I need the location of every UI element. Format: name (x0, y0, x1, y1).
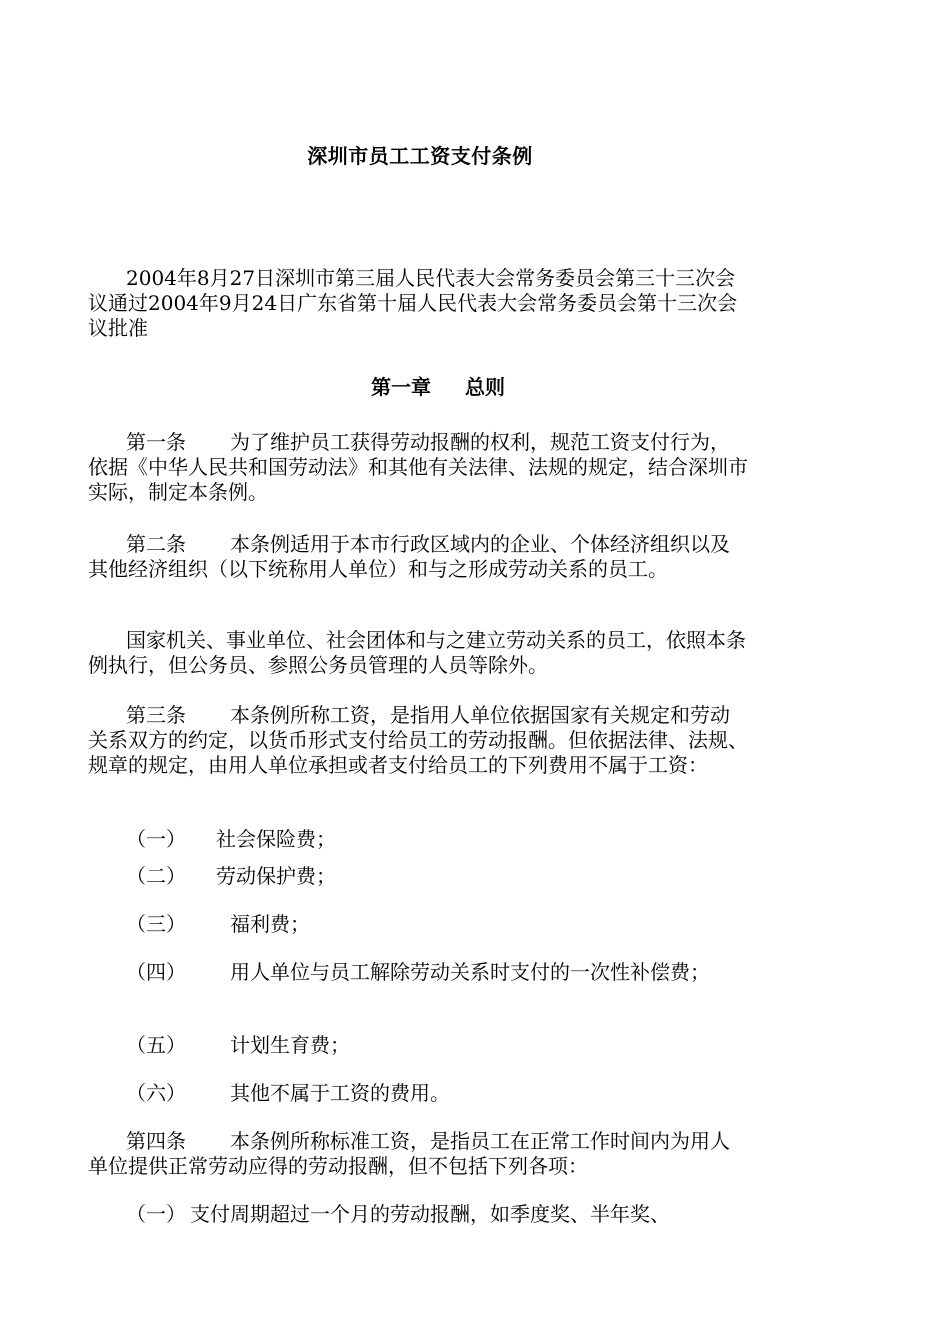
article-2 (88, 532, 748, 582)
item-number: （一） (126, 1202, 186, 1226)
list-item (88, 1081, 748, 1106)
chapter-heading (0, 374, 876, 400)
chapter-label: 第一章 (371, 375, 431, 399)
item-text: 计划生育费； (230, 1033, 350, 1057)
article-text: 本条例所称工资，是指用人单位依据国家有关规定和劳动关系双方的约定，以货币形式支付给员工的劳动报酬。但依据法律、法规、规章的规定，由用人单位承担或者支付给员工的下列费用不属于工资： (88, 703, 748, 777)
item-text: 社会保险费； (216, 827, 336, 851)
article-text: 本条例所称标准工资，是指员工在正常工作时间内为用人单位提供正常劳动应得的劳动报酬，但不包括下列各项： (88, 1129, 730, 1178)
article-label: 第一条 (126, 430, 186, 454)
article-label: 第二条 (126, 532, 186, 556)
item-number: （六） (126, 1081, 186, 1105)
chapter-name: 总则 (465, 375, 505, 399)
item-number: （五） (126, 1033, 186, 1057)
item-number: （四） (126, 960, 186, 984)
list-item (88, 1033, 748, 1058)
article-text: 本条例适用于本市行政区域内的企业、个体经济组织以及其他经济组织（以下统称用人单位）和与之形成劳动关系的员工。 (88, 532, 730, 581)
item-text: 其他不属于工资的费用。 (230, 1081, 450, 1105)
item-text: 福利费； (230, 912, 310, 936)
list-item (88, 912, 748, 937)
item-number: （三） (126, 912, 186, 936)
article-text: 为了维护员工获得劳动报酬的权利，规范工资支付行为，依据《中华人民共和国劳动法》和其他有关法律、法规的规定，结合深圳市实际，制定本条例。 (88, 430, 748, 504)
article-4 (88, 1129, 748, 1179)
list-item (88, 864, 748, 889)
article-label: 第三条 (126, 703, 186, 727)
article-label: 第四条 (126, 1129, 186, 1153)
item-text: 劳动保护费； (216, 864, 336, 888)
article-2-paragraph-2: 国家机关、事业单位、社会团体和与之建立劳动关系的员工，依照本条例执行，但公务员、参照公务员管理的人员等除外。 (88, 628, 746, 677)
item-number: （二） (126, 864, 186, 888)
list-item (88, 1202, 748, 1227)
item-number: （一） (126, 827, 186, 851)
list-item (88, 960, 748, 985)
article-3 (88, 703, 748, 778)
document-title: 深圳市员工工资支付条例 (307, 144, 533, 168)
preamble-paragraph: 2004年8月27日深圳市第三届人民代表大会常务委员会第三十三次会议通过2004年9月24日广东省第十届人民代表大会常务委员会第十三次会议批准 (88, 266, 738, 340)
article-1 (88, 430, 748, 505)
item-text: 支付周期超过一个月的劳动报酬，如季度奖、半年奖、 (190, 1202, 670, 1226)
list-item (88, 827, 748, 852)
item-text: 用人单位与员工解除劳动关系时支付的一次性补偿费； (230, 960, 710, 984)
